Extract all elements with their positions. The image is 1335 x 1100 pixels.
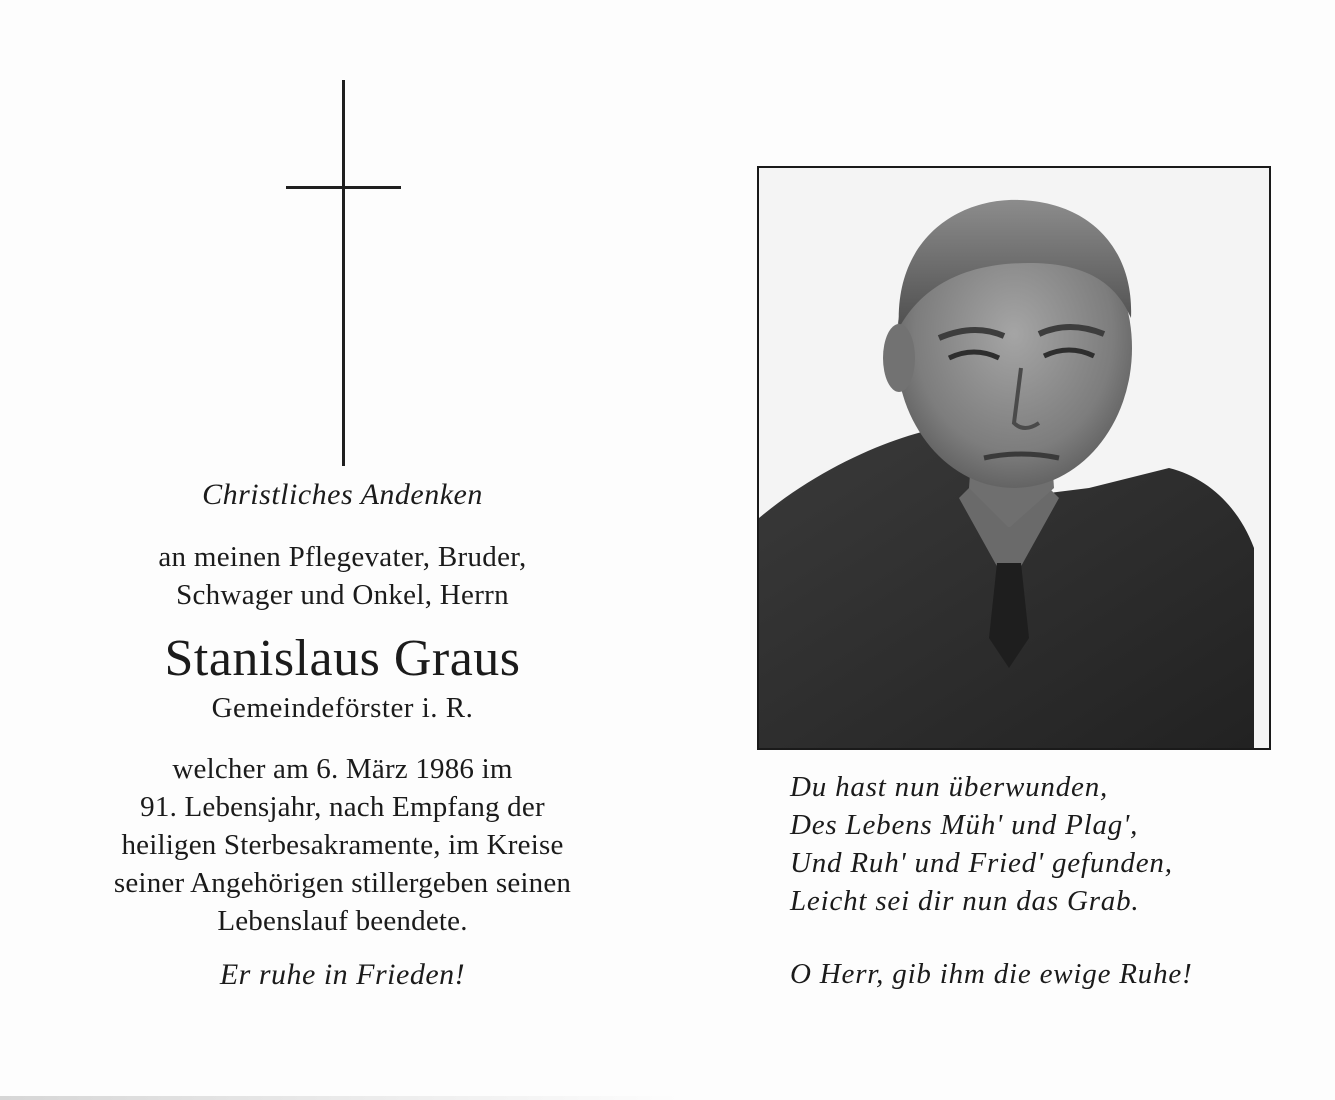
obituary-text bbox=[60, 750, 625, 940]
verse-line: Des Lebens Müh' und Plag', bbox=[790, 809, 1139, 841]
obituary-line: Lebenslauf beendete. bbox=[217, 905, 468, 937]
verse-line: Leicht sei dir nun das Grab. bbox=[790, 885, 1140, 917]
obituary-line: seiner Angehörigen stillergeben seinen bbox=[113, 867, 572, 899]
card-heading: Christliches Andenken bbox=[202, 478, 483, 511]
closing-prayer: O Herr, gib ihm die ewige Ruhe! bbox=[790, 958, 1193, 990]
rest-in-peace-text: Er ruhe in Frieden! bbox=[219, 958, 466, 991]
ear-shape bbox=[883, 324, 915, 392]
memorial-verse bbox=[790, 768, 1290, 920]
obituary-line: heiligen Sterbesakramente, im Kreise bbox=[121, 829, 564, 861]
verse-line: Du hast nun überwunden, bbox=[790, 771, 1109, 803]
deceased-name: Stanislaus Graus bbox=[164, 630, 521, 687]
portrait-photo bbox=[757, 166, 1271, 750]
intro-text bbox=[60, 538, 625, 614]
verse-line: Und Ruh' und Fried' gefunden, bbox=[790, 847, 1173, 879]
cross-vertical-beam bbox=[342, 80, 345, 466]
obituary-line: 91. Lebensjahr, nach Empfang der bbox=[140, 791, 545, 823]
scan-edge-shadow bbox=[0, 1096, 680, 1100]
obituary-line: welcher am 6. März 1986 im bbox=[172, 753, 513, 785]
intro-line: an meinen Pflegevater, Bruder, bbox=[158, 541, 527, 573]
deceased-title: Gemeindeförster i. R. bbox=[211, 692, 474, 724]
cross-horizontal-beam bbox=[286, 186, 401, 189]
portrait-illustration bbox=[759, 168, 1269, 748]
intro-line: Schwager und Onkel, Herrn bbox=[176, 579, 509, 611]
